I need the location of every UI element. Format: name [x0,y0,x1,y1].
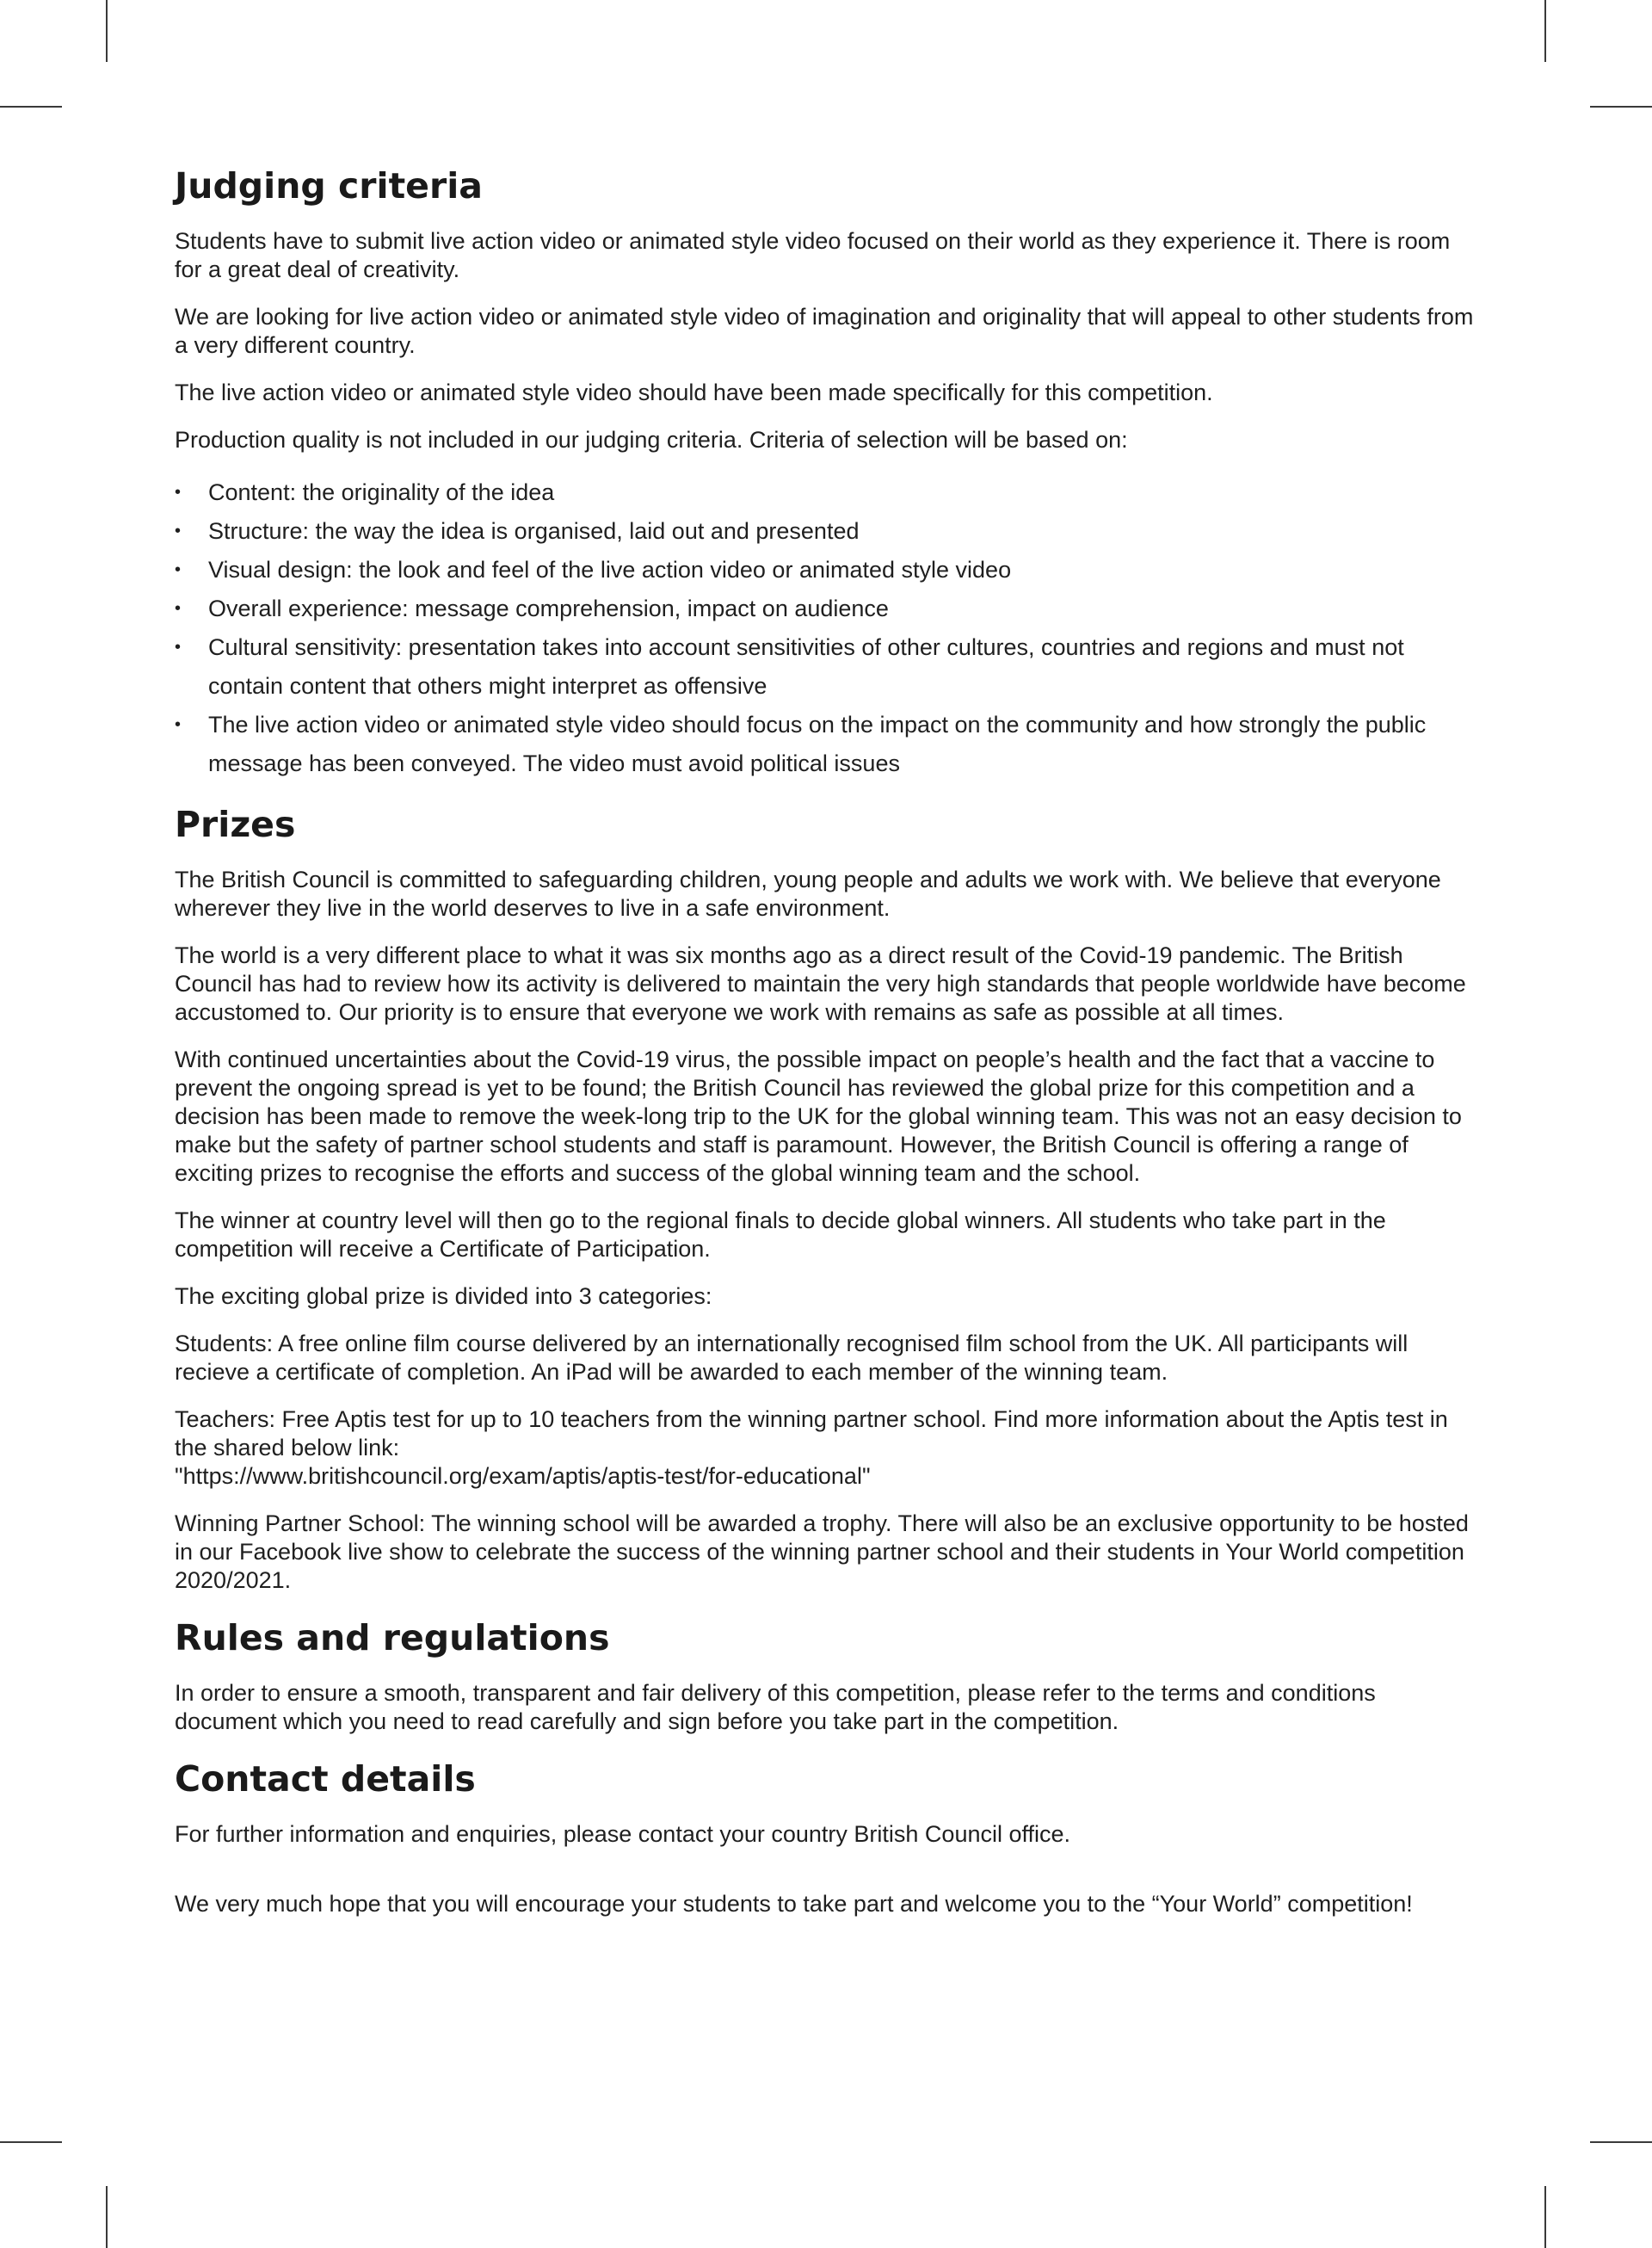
criteria-text: The live action video or animated style video should focus on the impact on the community and how strongly the public message has been conveyed. The video must avoid political issues [208,712,1427,776]
criteria-list-item [175,551,1482,590]
judging-criteria-heading: Judging criteria [175,165,483,207]
crop-mark-bottom-right-horizontal [1590,2141,1652,2143]
crop-mark-top-right-horizontal [1590,106,1652,108]
criteria-list-item [175,512,1482,551]
teachers-prize-text: Teachers: Free Aptis test for up to 10 teachers from the winning partner school. Find more information about the Aptis test in the shared below link: [175,1406,1448,1461]
criteria-text: Content: the originality of the idea [208,479,555,505]
bullet-icon: • [175,522,182,540]
aptis-test-link[interactable]: "https://www.britishcouncil.org/exam/aptis/aptis-test/for-educational" [175,1463,871,1489]
criteria-list-item [175,590,1482,628]
prizes-paragraph: The exciting global prize is divided into 3 categories: [175,1283,712,1309]
criteria-text: Structure: the way the idea is organised, laid out and presented [208,518,860,544]
prizes-paragraph: Students: A free online film course delivered by an internationally recognised film school from the UK. All participants will recieve a certificate of completion. An iPad will be awarded to each member of the winning team. [175,1331,1409,1385]
judging-paragraph: The live action video or animated style video should have been made specifically for this competition. [175,380,1213,405]
criteria-list [175,473,1482,783]
judging-paragraph: Production quality is not included in our judging criteria. Criteria of selection will be based on: [175,427,1128,453]
contact-heading: Contact details [175,1758,476,1800]
school-prize-paragraph: Winning Partner School: The winning school will be awarded a trophy. There will also be an exclusive opportunity to be hosted in our Facebook live show to celebrate the success of the winning partner school and their students in Your World competition 2020/2021. [175,1510,1469,1593]
criteria-text: Cultural sensitivity: presentation takes into account sensitivities of other cultures, countries and regions and must not contain content that others might interpret as offensive [208,634,1404,699]
judging-paragraph: We are looking for live action video or animated style video of imagination and originality that will appeal to other students from a very different country. [175,304,1474,358]
bullet-icon: • [175,638,182,657]
criteria-text: Overall experience: message comprehension, impact on audience [208,596,889,621]
prizes-paragraph: The winner at country level will then go to the regional finals to decide global winners. All students who take part in the competition will receive a Certificate of Participation. [175,1207,1386,1262]
contact-paragraph: For further information and enquiries, please contact your country British Council office. [175,1821,1071,1847]
contact-section [175,1757,1482,1921]
prizes-paragraph: The world is a very different place to what it was six months ago as a direct result of the Covid-19 pandemic. The British Council has had to review how its activity is delivered to maintain the very high standards that people worldwide have become accustomed to. Our priority is to ensure that everyone we work with remains as safe as possible at all times. [175,942,1466,1025]
crop-mark-bottom-right-vertical [1544,2186,1546,2248]
closing-paragraph: We very much hope that you will encourage your students to take part and welcome you to the “Your World” competition! [175,1891,1413,1917]
document-body [175,164,1482,1940]
crop-mark-bottom-left-vertical [106,2186,108,2248]
bullet-icon: • [175,560,182,579]
rules-heading: Rules and regulations [175,1617,610,1658]
crop-mark-top-left-horizontal [0,106,62,108]
criteria-list-item [175,628,1482,706]
crop-mark-top-left-vertical [106,0,108,62]
crop-mark-bottom-left-horizontal [0,2141,62,2143]
rules-section [175,1615,1482,1736]
prizes-paragraph: With continued uncertainties about the Covid-19 virus, the possible impact on people’s health and the fact that a vaccine to prevent the ongoing spread is yet to be found; the British Council has reviewed the global prize for this competition and a decision has been made to remove the week-long trip to the UK for the global winning team. This was not an easy decision to make but the safety of partner school students and staff is paramount. However, the British Council is offering a range of exciting prizes to recognise the efforts and success of the global winning team and the school. [175,1047,1462,1186]
criteria-text: Visual design: the look and feel of the live action video or animated style video [208,557,1012,583]
bullet-icon: • [175,715,182,734]
prizes-section [175,802,1482,1595]
prizes-paragraph: The British Council is committed to safeguarding children, young people and adults we work with. We believe that everyone wherever they live in the world deserves to live in a safe environment. [175,867,1441,921]
prizes-heading: Prizes [175,804,296,845]
rules-paragraph: In order to ensure a smooth, transparent and fair delivery of this competition, please refer to the terms and conditions document which you need to read carefully and sign before you take part in the competition. [175,1680,1376,1734]
teachers-prize-paragraph [175,1405,1482,1491]
criteria-list-item [175,706,1482,783]
crop-mark-top-right-vertical [1544,0,1546,62]
bullet-icon: • [175,483,182,502]
criteria-list-item [175,473,1482,512]
bullet-icon: • [175,599,182,618]
judging-paragraph: Students have to submit live action video or animated style video focused on their world as they experience it. There is room for a great deal of creativity. [175,228,1451,282]
judging-criteria-section [175,164,1482,783]
